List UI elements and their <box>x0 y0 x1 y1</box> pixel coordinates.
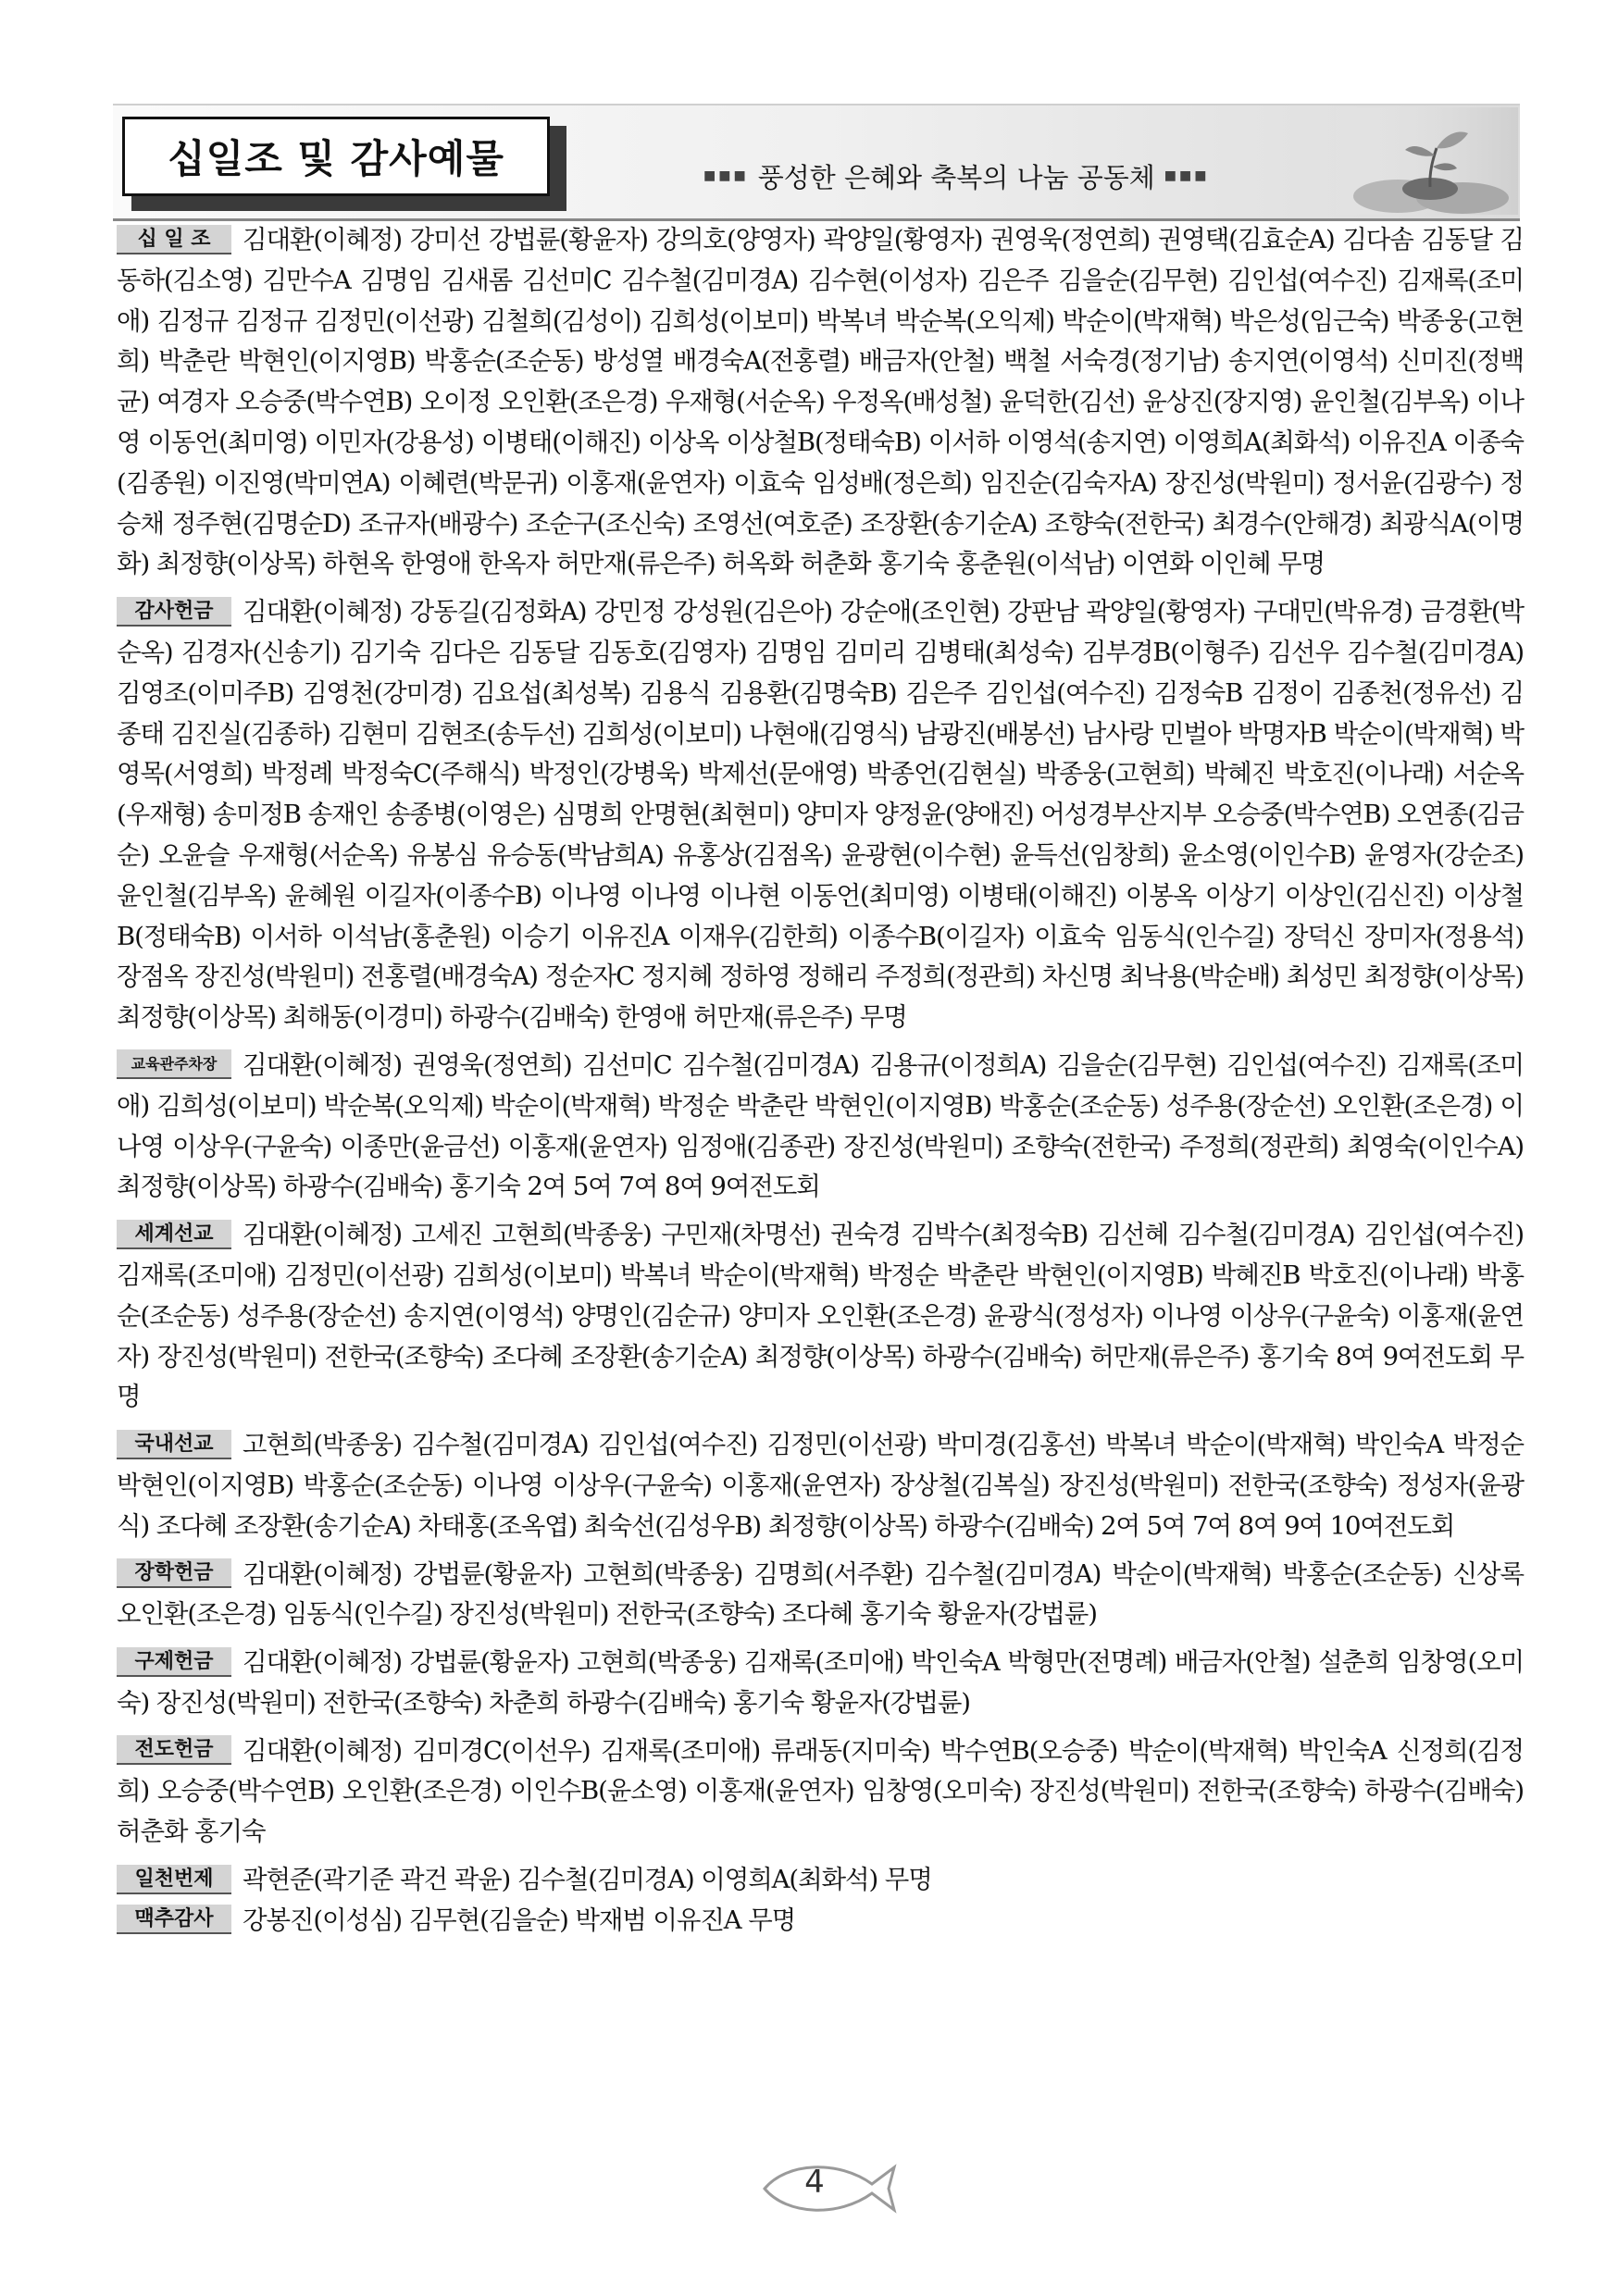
section-paragraph <box>117 1425 1524 1546</box>
section-label: 십 일 조 <box>117 225 231 254</box>
section-label: 맥추감사 <box>117 1905 231 1934</box>
section-label: 구제헌금 <box>117 1647 231 1677</box>
section-paragraph <box>117 1731 1524 1853</box>
donor-names: 김대환(이혜정) 강미선 강법륜(황윤자) 강의호(양영자) 곽양일(황영자) 권영욱(정연희) 권영택(김효순A) 김다솜 김동달 김동하(김소영) 김만수A 김명임 김새롬 김선미C 김수철(김미경A) 김수현(이성자) 김은주 김을순(김무현) 김인섭(여수진) 김재록(조미애) 김정규 김정규 김정민(이선광) 김철희(김성이) 김희성(이보미) 박복녀 박순복(오익제) 박순이(박재혁) 박은성(임근숙) 박종웅(고현희) 박춘란 박현인(이지영B) 박홍순(조순동) 방성열 배경숙A(전홍렬) 배금자(안철) 백철 서숙경(정기남) 송지연(이영석) 신미진(정백균) 여경자 오승중(박수연B) 오이정 오인환(조은경) 우재형(서순옥) 우정옥(배성철) 윤덕한(김선) 윤상진(장지영) 윤인철(김부옥) 이나영 이동언(최미영) 이민자(강용성) 이병태(이해진) 이상옥 이상철B(정태숙B) 이서하 이영석(송지연) 이영희A(최화석) 이유진A 이종숙(김종원) 이진영(박미연A) 이혜련(박문귀) 이홍재(윤연자) 이효숙 임성배(정은희) 임진순(김숙자A) 장진성(박원미) 정서윤(김광수) 정승채 정주현(김명순D) 조규자(배광수) 조순구(조신숙) 조영선(여호준) 조장환(송기순A) 조향숙(전한국) 최경수(안해경) 최광식A(이명화) 최정향(이상목) 하현옥 한영애 한옥자 허만재(류은주) 허옥화 허춘화 홍기숙 홍춘원(이석남) 이연화 이인혜 무명 <box>117 225 1524 579</box>
header-subtitle: 풍성한 은혜와 축복의 나눔 공동체 <box>757 161 1155 193</box>
section-label: 장학헌금 <box>117 1558 231 1588</box>
section-scholarship <box>117 1555 1524 1636</box>
page-number: 4 <box>804 2164 825 2201</box>
section-harvest <box>117 1901 1524 1942</box>
section-world-mission <box>117 1215 1524 1418</box>
donor-names: 김대환(이혜정) 고세진 고현희(박종웅) 구민재(차명선) 권숙경 김박수(최정숙B) 김선혜 김수철(김미경A) 김인섭(여수진) 김재록(조미애) 김정민(이선광) 김희성(이보미) 박복녀 박순이(박재혁) 박정순 박춘란 박현인(이지영B) 박혜진B 박호진(이나래) 박홍순(조순동) 성주용(장순선) 송지연(이영석) 양명인(김순규) 양미자 오인환(조은경) 윤광식(정성자) 이나영 이상우(구윤숙) 이홍재(윤연자) 장진성(박원미) 전한국(조향숙) 조다혜 조장환(송기순A) 최정향(이상목) 하광수(김배숙) 허만재(류은주) 홍기숙 8여 9여전도회 무명 <box>117 1220 1524 1412</box>
section-label: 세계선교 <box>117 1220 231 1249</box>
section-paragraph <box>117 1555 1524 1636</box>
square-dots-icon: ■■■ <box>703 168 749 183</box>
donor-names: 김대환(이혜정) 강법륜(황윤자) 고현희(박종웅) 김재록(조미애) 박인숙A 박형만(전명례) 배금자(안철) 설춘희 임창영(오미숙) 장진성(박원미) 전한국(조향숙) 차춘희 하광수(김배숙) 홍기숙 황윤자(강법륜) <box>117 1647 1524 1718</box>
section-paragraph <box>117 1046 1524 1208</box>
square-dots-icon: ■■■ <box>1164 168 1210 183</box>
section-label: 감사헌금 <box>117 597 231 627</box>
section-paragraph <box>117 1643 1524 1724</box>
section-relief <box>117 1643 1524 1724</box>
donor-names: 고현희(박종웅) 김수철(김미경A) 김인섭(여수진) 김정민(이선광) 박미경(김홍선) 박복녀 박순이(박재혁) 박인숙A 박정순 박현인(이지영B) 박홍순(조순동) 이나영 이상우(구윤숙) 이홍재(윤연자) 장상철(김복실) 장진성(박원미) 전한국(조향숙) 정성자(윤광식) 조다혜 조장환(송기순A) 차태홍(조옥엽) 최숙선(김성우B) 최정향(이상목) 하광수(김배숙) 2여 5여 7여 8여 9여 10여전도회 <box>117 1430 1524 1541</box>
donor-names: 김대환(이혜정) 김미경C(이선우) 김재록(조미애) 류래동(지미숙) 박수연B(오승중) 박순이(박재혁) 박인숙A 신정희(김정희) 오승중(박수연B) 오인환(조은경) 이인수B(윤소영) 이홍재(윤연자) 임창영(오미숙) 장진성(박원미) 전한국(조향숙) 하광수(김배숙) 허춘화 홍기숙 <box>117 1735 1524 1847</box>
offering-list <box>117 220 1524 1949</box>
section-paragraph <box>117 1215 1524 1418</box>
section-thanksgiving <box>117 592 1524 1038</box>
section-label: 전도헌금 <box>117 1735 231 1765</box>
section-paragraph <box>117 1901 1524 1942</box>
page-title: 십일조 및 감사예물 <box>122 117 550 196</box>
section-paragraph <box>117 1860 1524 1901</box>
section-domestic-mission <box>117 1425 1524 1546</box>
section-thousand-offering <box>117 1860 1524 1901</box>
header-subtitle-group <box>703 157 1209 194</box>
section-paragraph <box>117 592 1524 1038</box>
section-paragraph <box>117 220 1524 585</box>
page-number-badge <box>759 2156 898 2221</box>
section-label: 국내선교 <box>117 1430 231 1459</box>
donor-names: 김대환(이혜정) 권영욱(정연희) 김선미C 김수철(김미경A) 김용규(이정희A) 김을순(김무현) 김인섭(여수진) 김재록(조미애) 김희성(이보미) 박순복(오익제) 박순이(박재혁) 박정순 박춘란 박현인(이지영B) 박홍순(조순동) 성주용(장순선) 오인환(조은경) 이나영 이상우(구윤숙) 이종만(윤금선) 이홍재(윤연자) 임정애(김종관) 장진성(박원미) 조향숙(전한국) 주정희(정관희) 최영숙(이인수A) 최정향(이상목) 하광수(김배숙) 홍기숙 2여 5여 7여 8여 9여전도회 <box>117 1049 1524 1202</box>
donor-names: 강봉진(이성심) 김무현(김을순) 박재범 이유진A 무명 <box>243 1905 796 1935</box>
donor-names: 김대환(이혜정) 강법륜(황윤자) 고현희(박종웅) 김명희(서주환) 김수철(김미경A) 박순이(박재혁) 박홍순(조순동) 신상록 오인환(조은경) 임동식(인수길) 장진성(박원미) 전한국(조향숙) 조다혜 홍기숙 황윤자(강법륜) <box>117 1558 1524 1630</box>
section-label: 교육관주차장 <box>117 1049 231 1079</box>
hands-holding-sprout-icon <box>1333 107 1518 215</box>
section-tithe <box>117 220 1524 585</box>
section-evangelism <box>117 1731 1524 1853</box>
donor-names: 곽현준(곽기준 곽건 곽윤) 김수철(김미경A) 이영희A(최화석) 무명 <box>243 1865 932 1895</box>
section-parking <box>117 1046 1524 1208</box>
donor-names: 김대환(이혜정) 강동길(김정화A) 강민정 강성원(김은아) 강순애(조인현) 강판남 곽양일(황영자) 구대민(박유경) 금경환(박순옥) 김경자(신송기) 김기숙 김다은 김동달 김동호(김영자) 김명임 김미리 김병태(최성숙) 김부경B(이형주) 김선우 김수철(김미경A) 김영조(이미주B) 김영천(강미경) 김요섭(최성복) 김용식 김용환(김명숙B) 김은주 김인섭(여수진) 김정숙B 김정이 김종천(정유선) 김종태 김진실(김종하) 김현미 김현조(송두선) 김희성(이보미) 나현애(김영식) 남광진(배봉선) 남사랑 민벌아 박명자B 박순이(박재혁) 박영목(서영희) 박정례 박정숙C(주해식) 박정인(강병욱) 박제선(문애영) 박종언(김현실) 박종웅(고현희) 박혜진 박호진(이나래) 서순옥(우재형) 송미정B 송재인 송종병(이영은) 심명희 안명현(최현미) 양미자 양정윤(양애진) 어성경부산지부 오승중(박수연B) 오연종(김금순) 오윤슬 우재형(서순옥) 유봉심 유승동(박남희A) 유홍상(김점옥) 윤광현(이수현) 윤득선(임창희) 윤소영(이인수B) 윤영자(강순조) 윤인철(김부옥) 윤혜원 이길자(이종수B) 이나영 이나영 이나현 이동언(최미영) 이병태(이해진) 이봉옥 이상기 이상인(김신진) 이상철B(정태숙B) 이서하 이석남(홍춘원) 이승기 이유진A 이재우(김한희) 이종수B(이길자) 이효숙 임동식(인수길) 장덕신 장미자(정용석) 장점옥 장진성(박원미) 전홍렬(배경숙A) 정순자C 정지혜 정하영 정해리 주정희(정관희) 차신명 최낙용(박순배) 최성민 최정향(이상목) 최정향(이상목) 최해동(이경미) 하광수(김배숙) 한영애 허만재(류은주) 무명 <box>117 597 1524 1033</box>
section-label: 일천번제 <box>117 1865 231 1894</box>
